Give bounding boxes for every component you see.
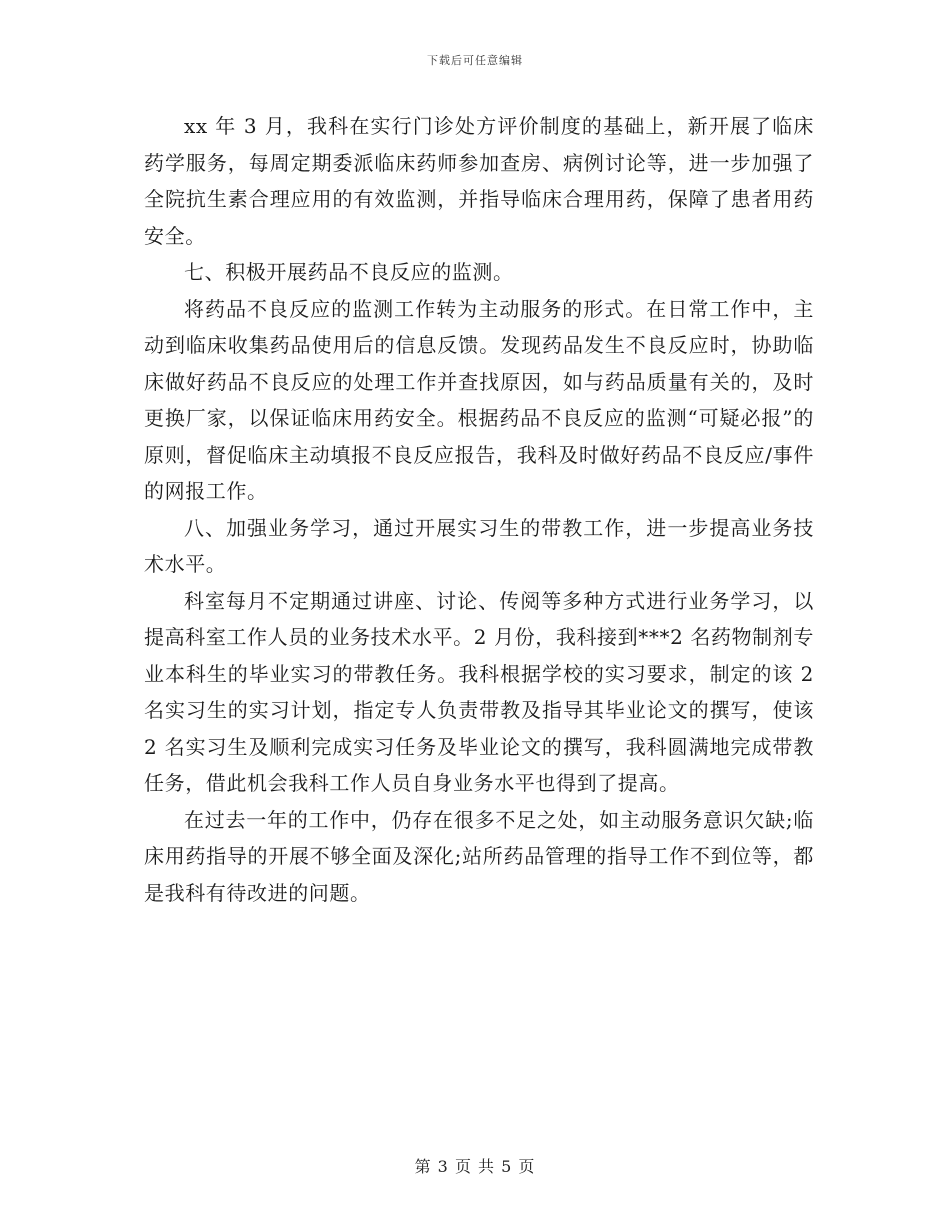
paragraph-shortcomings: 在过去一年的工作中，仍存在很多不足之处，如主动服务意识欠缺;临床用药指导的开展不够全面及深化;站所药品管理的指导工作不到位等，都是我科有待改进的问题。 <box>144 807 814 905</box>
paragraph-business-study: 科室每月不定期通过讲座、讨论、传阅等多种方式进行业务学习，以提高科室工作人员的业务技术水平。2 月份，我科接到***2 名药物制剂专业本科生的毕业实习的带教任务。我科根据学校的实习要求，制定的该 2 名实习生的实习计划，指定专人负责带教及指导其毕业论文的撰写，使该 2 名实习生及顺利完成实习任务及毕业论文的撰写，我科圆满地完成带教任务，借此机会我科工作人员自身业务水平也得到了提高。 <box>144 588 814 795</box>
paragraph-clinical-pharmacy: xx 年 3 月，我科在实行门诊处方评价制度的基础上，新开展了临床药学服务，每周定期委派临床药师参加查房、病例讨论等，进一步加强了全院抗生素合理应用的有效监测，并指导临床合理用药，保障了患者用药安全。 <box>144 114 814 248</box>
section-heading-business-study: 八、加强业务学习，通过开展实习生的带教工作，进一步提高业务技术水平。 <box>144 515 814 576</box>
document-body <box>144 108 814 911</box>
page-number-footer: 第 3 页 共 5 页 <box>414 1157 536 1176</box>
paragraph-adr-monitoring: 将药品不良反应的监测工作转为主动服务的形式。在日常工作中，主动到临床收集药品使用后的信息反馈。发现药品发生不良反应时，协助临床做好药品不良反应的处理工作并查找原因，如与药品质量有关的，及时更换厂家，以保证临床用药安全。根据药品不良反应的监测“可疑必报”的原则，督促临床主动填报不良反应报告，我科及时做好药品不良反应/事件的网报工作。 <box>144 296 814 503</box>
header-note: 下载后可任意编辑 <box>427 54 523 67</box>
section-heading-adr-monitoring: 七、积极开展药品不良反应的监测。 <box>184 260 514 284</box>
